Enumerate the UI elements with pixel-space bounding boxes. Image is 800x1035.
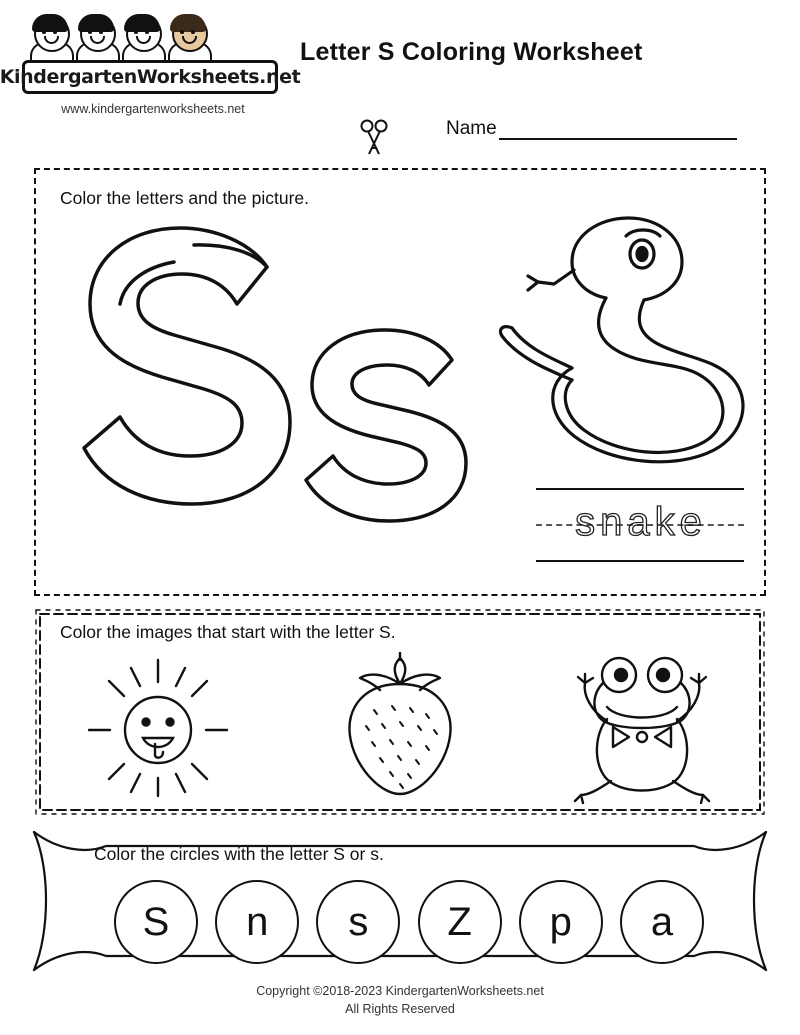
- sun-illustration[interactable]: [83, 652, 233, 807]
- logo-text-net: .net: [259, 66, 301, 88]
- frog-illustration[interactable]: [567, 649, 717, 809]
- letter-circle[interactable]: s: [316, 880, 400, 964]
- letter-circle[interactable]: Z: [418, 880, 502, 964]
- name-input-line[interactable]: [499, 122, 737, 140]
- page-footer: [0, 982, 800, 1018]
- letter-circle[interactable]: a: [620, 880, 704, 964]
- kid-figure-4: [166, 16, 210, 62]
- logo-text-worksheets: Worksheets: [136, 66, 260, 88]
- section-color-letters: [34, 168, 766, 596]
- section3-instruction: Color the circles with the letter S or s.: [94, 844, 384, 864]
- kid-figure-2: [74, 16, 118, 62]
- section1-instruction: Color the letters and the picture.: [60, 188, 310, 208]
- picture-row: [34, 648, 766, 810]
- snake-illustration[interactable]: [476, 210, 766, 485]
- section-color-circles: [28, 828, 772, 978]
- section-color-images: [34, 608, 766, 816]
- letters-outline-illustration[interactable]: [54, 212, 484, 577]
- section2-instruction: Color the images that start with the letter S.: [60, 622, 396, 642]
- copyright-text: Copyright ©2018-2023 KindergartenWorksheets.net: [256, 984, 544, 998]
- trace-word-snake[interactable]: snake: [575, 500, 707, 544]
- name-field-row: [446, 118, 737, 140]
- logo-wordmark: [0, 60, 301, 94]
- letter-circle[interactable]: S: [114, 880, 198, 964]
- name-label: Name: [446, 118, 497, 139]
- kids-illustration-icon: [22, 16, 272, 62]
- trace-line-bottom: [536, 560, 744, 562]
- letter-circle[interactable]: p: [519, 880, 603, 964]
- page-header: [0, 0, 800, 160]
- kid-figure-3: [120, 16, 164, 62]
- site-url: www.kindergartenworksheets.net: [61, 102, 245, 116]
- rights-text: All Rights Reserved: [345, 1002, 455, 1017]
- circle-row: [114, 878, 704, 966]
- page-title: Letter S Coloring Worksheet: [300, 38, 643, 66]
- letter-circle[interactable]: n: [215, 880, 299, 964]
- logo-text-kindergarten: Kindergarten: [0, 66, 137, 88]
- strawberry-illustration[interactable]: [330, 652, 470, 807]
- trace-line-top: [536, 488, 744, 490]
- site-logo[interactable]: [0, 16, 301, 116]
- kid-figure-1: [28, 16, 72, 62]
- scissors-icon: [352, 118, 396, 162]
